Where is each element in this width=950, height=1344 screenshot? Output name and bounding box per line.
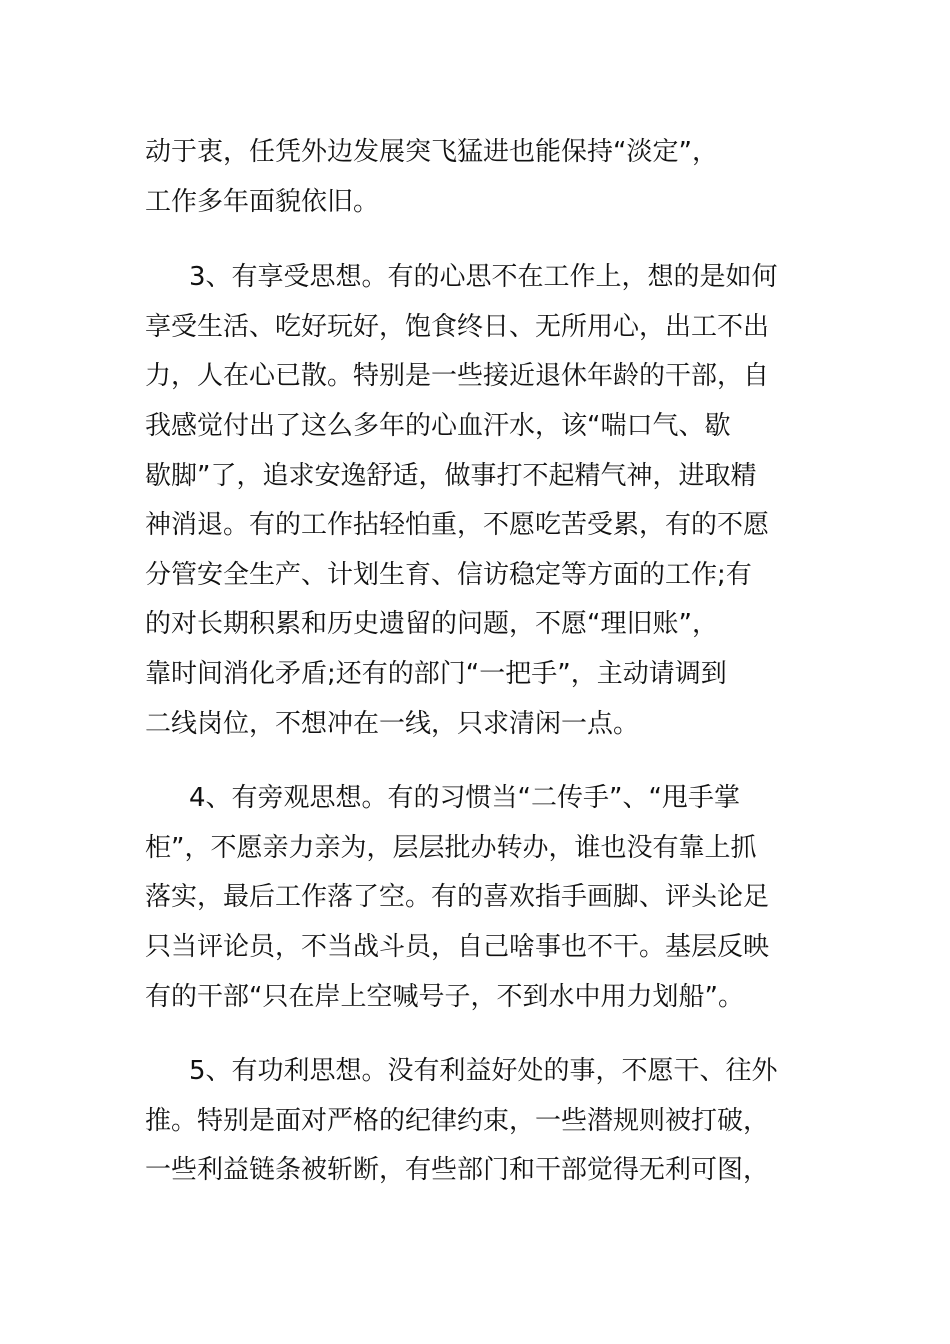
text-line: 柜”，不愿亲力亲为，层层批办转办，谁也没有靠上抓	[145, 832, 757, 863]
paragraph-item-3	[145, 253, 825, 749]
text-line: 一些利益链条被斩断，有些部门和干部觉得无利可图，	[145, 1155, 770, 1186]
text-line: 工作多年面貌依旧。	[145, 186, 380, 217]
text-line: 靠时间消化矛盾;还有的部门“一把手”，主动请调到	[145, 658, 727, 689]
text-line: 二线岗位，不想冲在一线，只求清闲一点。	[145, 708, 640, 739]
text-line: 分管安全生产、计划生育、信访稳定等方面的工作;有	[145, 559, 752, 590]
text-line: 我感觉付出了这么多年的心血汗水，该“喘口气、歇	[145, 410, 731, 441]
text-line: 歇脚”了，追求安逸舒适，做事打不起精气神，进取精	[145, 460, 757, 491]
text-line: 神消退。有的工作拈轻怕重，不愿吃苦受累，有的不愿	[145, 510, 770, 541]
text-line: 享受生活、吃好玩好，饱食终日、无所用心，出工不出	[145, 311, 770, 342]
text-line: 的对长期积累和历史遗留的问题，不愿“理旧账”，	[145, 609, 718, 640]
text-line: 推。特别是面对严格的纪律约束，一些潜规则被打破，	[145, 1105, 770, 1136]
text-line: 只当评论员，不当战斗员，自己啥事也不干。基层反映	[145, 931, 770, 962]
paragraph-continuation	[145, 128, 825, 227]
paragraph-item-4	[145, 774, 825, 1022]
document-page	[145, 128, 825, 1196]
paragraph-item-5	[145, 1047, 825, 1196]
text-line: 3、有享受思想。有的心思不在工作上，想的是如何	[189, 262, 778, 293]
text-line: 力，人在心已散。特别是一些接近退休年龄的干部，自	[145, 361, 770, 392]
text-line: 5、有功利思想。没有利益好处的事，不愿干、往外	[189, 1056, 778, 1087]
text-line: 有的干部“只在岸上空喊号子，不到水中用力划船”。	[145, 981, 744, 1012]
text-line: 动于衷，任凭外边发展突飞猛进也能保持“淡定”，	[145, 137, 718, 167]
text-line: 4、有旁观思想。有的习惯当“二传手”、“甩手掌	[189, 783, 740, 814]
text-line: 落实，最后工作落了空。有的喜欢指手画脚、评头论足	[145, 882, 770, 913]
